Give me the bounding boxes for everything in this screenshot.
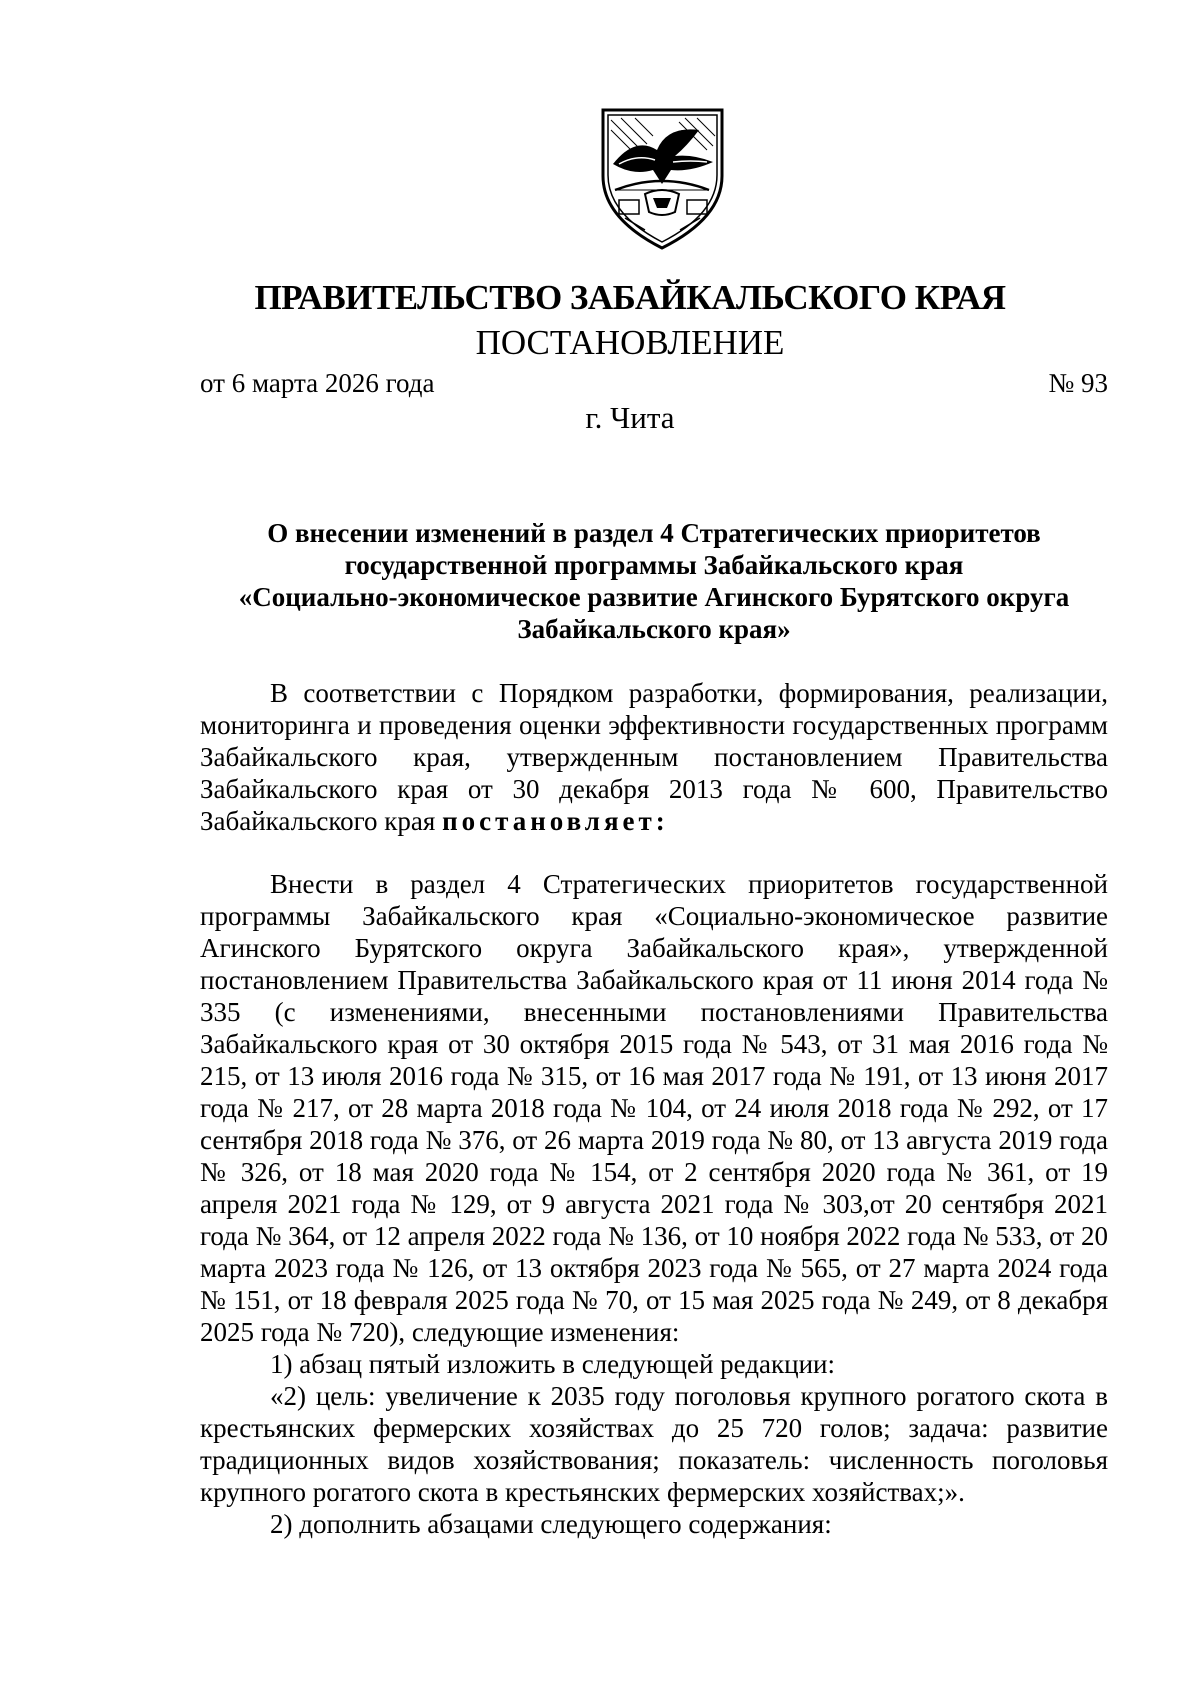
amendment-item-2: 2) дополнить абзацами следующего содержания: [270, 1509, 832, 1539]
coat-of-arms-eagle-icon [595, 106, 730, 254]
document-number: № 93 [1048, 368, 1108, 398]
document-date: от 6 марта 2026 года [200, 368, 435, 398]
document-type: ПОСТАНОВЛЕНИЕ [475, 323, 785, 362]
decree-word: постановляет: [442, 806, 669, 836]
government-title: ПРАВИТЕЛЬСТВО ЗАБАЙКАЛЬСКОГО КРАЯ [254, 278, 1006, 317]
subject-line: государственной программы Забайкальского края [344, 550, 964, 580]
preamble-text: В соответствии с Порядком разработки, формирования, реализации, мониторинга и проведения оценки эффективности государственных программ Забайкальского края, утвержденным постановлением Правительства Забайкальского края от 30 декабря 2013 года № 600, Правительство Забайкальского края [200, 678, 1108, 836]
document-subject [200, 517, 1108, 645]
amendment-item-1-text: «2) цель: увеличение к 2035 году поголовья крупного рогатого скота в крестьянских фермерских хозяйствах до 25 720 голов; задача: развитие традиционных видов хозяйствования; показатель: численность поголовья крупного рогатого скота в крестьянских фермерских хозяйствах;». [200, 1381, 1108, 1507]
subject-line: Забайкальского края» [517, 614, 791, 644]
amendment-intro: Внести в раздел 4 Стратегических приоритетов государственной программы Забайкальского края «Социально-экономическое развитие Агинского Бурятского округа Забайкальского края», утвержденной постановлением Правительства Забайкальского края от 11 июня 2014 года № 335 (с изменениями, внесенными постановлениями Правительства Забайкальского края от 30 октября 2015 года № 543, от 31 мая 2016 года № 215, от 13 июля 2016 года № 315, от 16 мая 2017 года № 191, от 13 июня 2017 года № 217, от 28 марта 2018 года № 104, от 24 июля 2018 года № 292, от 17 сентября 2018 года № 376, от 26 марта 2019 года № 80, от 13 августа 2019 года № 326, от 18 мая 2020 года № 154, от 2 сентября 2020 года № 361, от 19 апреля 2021 года № 129, от 9 августа 2021 года № 303,от 20 сентября 2021 года № 364, от 12 апреля 2022 года № 136, от 10 ноября 2022 года № 533, от 20 марта 2023 года № 126, от 13 октября 2023 года № 565, от 27 марта 2024 года № 151, от 18 февраля 2025 года № 70, от 15 мая 2025 года № 249, от 8 декабря 2025 года № 720), следующие изменения: [200, 869, 1108, 1347]
preamble-paragraph [200, 677, 1108, 837]
subject-line: «Социально-экономическое развитие Агинского Бурятского округа [238, 582, 1070, 612]
main-section [200, 868, 1108, 1540]
document-city: г. Чита [585, 400, 675, 435]
subject-line: О внесении изменений в раздел 4 Стратегических приоритетов [267, 518, 1041, 548]
amendment-item-1: 1) абзац пятый изложить в следующей редакции: [270, 1349, 835, 1379]
